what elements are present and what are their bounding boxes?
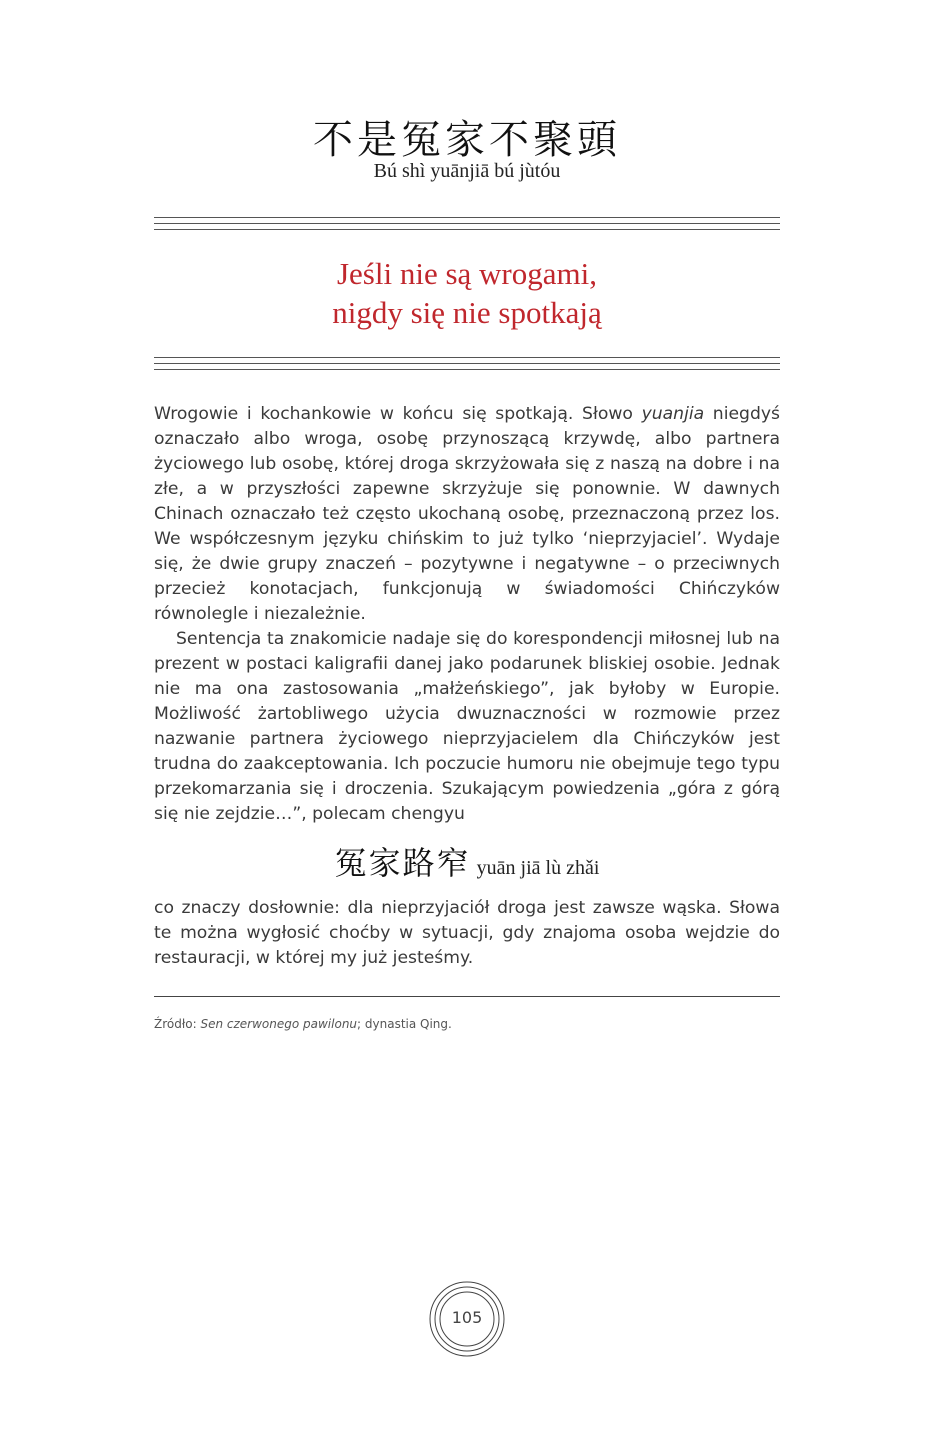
polish-heading	[0, 254, 934, 332]
chinese-title: 不是冤家不聚頭	[313, 117, 621, 163]
middle-rule	[154, 357, 780, 371]
body-section-1	[154, 402, 780, 827]
page-number: 105	[451, 1308, 483, 1327]
top-rule	[154, 217, 780, 231]
chengyu-pinyin: yuān jiā lù zhǎi	[476, 857, 600, 879]
footnote-rule	[154, 996, 780, 997]
source-title: Sen czerwonego pawilonu	[200, 1017, 358, 1031]
paragraph-2: Sentencja ta znakomicie nadaje się do korespondencji miłosnej lub na prezent w postaci kaligrafii danej jako podarunek bliskiej osobie. Jednak nie ma ona zastosowania „małżeńskiego”, jak byłoby w Europie. Możliwość żartobliwego użycia dwuznaczności w rozmowie przez nazwanie partnera życiowego nieprzyjacielem dla Chińczyków jest trudna do zaakceptowania. Ich poczucie humoru nie obejmuje tego typu przekomarzania się i droczenia. Szukającym powiedzenia „góra z górą się nie zejdzie…”, polecam chengyu	[154, 629, 780, 824]
pinyin-title: Bú shì yuānjiā bú jùtóu	[373, 160, 561, 182]
source-note: Źródło: Sen czerwonego pawilonu; dynastia Qing.	[154, 1017, 452, 1031]
heading-line-1: Jeśli nie są wrogami,	[336, 256, 597, 291]
chengyu-hanzi: 冤家路窄	[334, 844, 471, 882]
page-number-badge	[428, 1280, 506, 1358]
heading-line-2: nigdy się nie spotkają	[332, 295, 602, 330]
body-section-2	[154, 896, 780, 971]
chengyu-line	[0, 838, 934, 884]
italic-term: yuanjia	[641, 404, 705, 424]
paragraph-1: Wrogowie i kochankowie w końcu się spotkają. Słowo yuanjia niegdyś oznaczało albo wroga, osobę przynoszącą krzywdę, albo partnera życiowego lub osobę, której droga skrzyżowała się z naszą na dobre i na złe, a w przyszłości zapewne skrzyżuje się ponownie. W dawnych Chinach oznaczało też często ukochaną osobę, przeznaczoną przez los. We współczesnym języku chińskim to już tylko ‘nieprzyjaciel’. Wydaje się, że dwie grupy znaczeń – pozytywne i negatywne – o przeciwnych przecież konotacjach, funkcjonują w świadomości Chińczyków równolegle i niezależnie.	[154, 404, 780, 624]
paragraph-3: co znaczy dosłownie: dla nieprzyjaciół droga jest zawsze wąska. Słowa te można wygłosić choćby w sytuacji, gdy znajoma osoba wejdzie do restauracji, w której my już jesteśmy.	[154, 898, 780, 968]
